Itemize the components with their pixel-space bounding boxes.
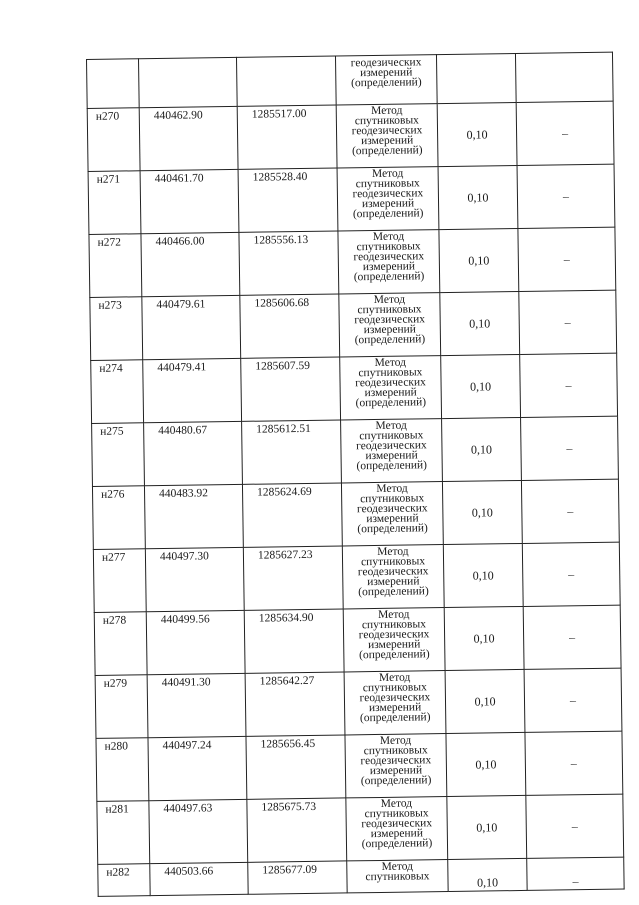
- method-cell: [335, 55, 437, 105]
- dash-cell: –: [516, 101, 614, 165]
- method-cell: [341, 482, 443, 546]
- y-coordinate-cell: 1285624.69: [242, 483, 342, 547]
- method-line: спутниковых: [363, 744, 428, 758]
- method-cell: [340, 356, 442, 420]
- table-row: [88, 164, 615, 234]
- method-line: Метод: [370, 104, 403, 118]
- point-cell: [87, 59, 140, 109]
- method-line: Метод: [378, 671, 411, 684]
- method-cell: [344, 671, 446, 735]
- dash-cell: –: [523, 605, 621, 669]
- accuracy-cell: 0,10: [445, 669, 525, 733]
- method-line: спутниковых: [362, 681, 427, 695]
- point-number-cell: н277: [93, 549, 146, 613]
- y-coordinate-cell: 1285634.90: [244, 609, 344, 673]
- method-line: измерений: [360, 66, 413, 80]
- method-line: Метод: [377, 545, 409, 558]
- point-number-cell: н279: [95, 675, 148, 739]
- method-line: Метод: [380, 797, 413, 810]
- method-cell: [346, 797, 448, 861]
- method-line: измерений: [364, 386, 417, 400]
- coordinates-table-wrapper: [86, 52, 624, 897]
- method-line: Метод: [371, 167, 404, 181]
- method-line: измерений: [368, 701, 422, 715]
- method-line: измерений: [370, 827, 424, 841]
- method-line: измерений: [369, 764, 423, 778]
- dash-cell: –: [519, 290, 617, 354]
- x-coordinate-cell: 440462.90: [139, 106, 238, 170]
- accuracy-cell: 0,10: [448, 858, 527, 891]
- point-number-cell: н280: [96, 738, 149, 802]
- x-coordinate-cell: 440461.70: [140, 169, 239, 233]
- method-line: (определений): [355, 396, 427, 410]
- table-row: [92, 479, 619, 549]
- dash-cell: –: [527, 857, 624, 890]
- point-number-cell: н273: [90, 297, 143, 361]
- method-line: спутниковых: [364, 807, 429, 821]
- y-coordinate-cell: 1285627.23: [243, 546, 343, 610]
- x-coordinate-cell: 440483.92: [144, 484, 243, 548]
- method-line: геодезических: [358, 628, 430, 642]
- accuracy-cell: 0,10: [443, 543, 523, 607]
- table-row: [98, 857, 624, 896]
- dash-cell: –: [521, 479, 619, 543]
- point-number-cell: н282: [98, 864, 150, 897]
- point-number-cell: н275: [92, 423, 145, 487]
- method-line: Метод: [372, 230, 405, 244]
- accuracy-cell: 0,10: [444, 606, 524, 670]
- method-line: измерений: [361, 197, 415, 211]
- dash-cell: –: [524, 668, 622, 732]
- method-line: геодезических: [353, 250, 425, 264]
- method-line: измерений: [367, 575, 420, 589]
- method-line: Метод: [381, 860, 414, 873]
- method-cell: [345, 734, 447, 798]
- table-row: [92, 416, 619, 486]
- x-coordinate-cell: 440497.63: [149, 799, 248, 863]
- method-line: Метод: [379, 734, 412, 747]
- method-line: измерений: [366, 512, 419, 526]
- x-coordinate-cell: 440499.56: [146, 610, 245, 674]
- y-coordinate-cell: 1285642.27: [245, 672, 345, 736]
- method-line: измерений: [360, 134, 414, 148]
- dash-cell: –: [522, 542, 620, 606]
- table-row: [93, 542, 620, 612]
- accuracy-cell: 0,10: [441, 354, 521, 418]
- point-number-cell: н274: [91, 360, 144, 424]
- table-row: [94, 605, 621, 675]
- y-coordinate-cell: [236, 56, 336, 106]
- table-row: [97, 794, 624, 864]
- method-line: спутниковых: [360, 492, 425, 506]
- method-line: (определений): [361, 837, 433, 851]
- method-line: спутниковых: [360, 555, 426, 569]
- method-line: измерений: [365, 449, 418, 463]
- y-coordinate-cell: 1285656.45: [246, 735, 346, 799]
- method-cell: [347, 860, 448, 893]
- table-row: [87, 101, 614, 171]
- table-row: [89, 227, 616, 297]
- method-line: Метод: [378, 608, 410, 621]
- x-coordinate-cell: 440479.41: [143, 358, 242, 422]
- dash-cell: –: [517, 164, 615, 228]
- method-cell: [338, 230, 440, 294]
- method-line: спутниковых: [356, 240, 421, 254]
- method-line: спутниковых: [361, 618, 427, 632]
- accuracy-cell: 0,10: [437, 102, 517, 166]
- point-number-cell: н278: [94, 612, 147, 676]
- method-line: (определений): [351, 76, 422, 90]
- dash-cell: –: [526, 794, 624, 858]
- method-line: измерений: [363, 323, 417, 337]
- accuracy-cell: 0,10: [438, 165, 518, 229]
- method-line: геодезических: [359, 691, 431, 705]
- accuracy-cell: [436, 54, 516, 104]
- accuracy-cell: 0,10: [442, 480, 522, 544]
- x-coordinate-cell: [139, 57, 238, 107]
- point-number-cell: н272: [89, 234, 142, 298]
- point-number-cell: н271: [88, 171, 141, 235]
- x-coordinate-cell: 440466.00: [141, 232, 240, 296]
- x-coordinate-cell: 440491.30: [147, 673, 246, 737]
- method-line: спутниковых: [359, 429, 424, 443]
- accuracy-cell: 0,10: [439, 228, 519, 292]
- method-line: спутниковых: [354, 114, 419, 128]
- y-coordinate-cell: 1285528.40: [238, 168, 338, 232]
- y-coordinate-cell: 1285677.09: [248, 861, 347, 894]
- method-line: (определений): [358, 585, 429, 599]
- method-line: геодезических: [356, 502, 428, 516]
- table-row: [91, 353, 618, 423]
- method-line: Метод: [375, 419, 407, 432]
- y-coordinate-cell: 1285675.73: [247, 798, 347, 862]
- y-coordinate-cell: 1285607.59: [241, 357, 341, 421]
- table-row: [95, 668, 622, 738]
- table-row: [96, 731, 623, 801]
- method-line: геодезических: [357, 565, 429, 579]
- method-line: (определений): [357, 522, 428, 536]
- coordinates-table: [86, 52, 625, 897]
- method-line: (определений): [351, 144, 423, 158]
- method-line: геодезических: [360, 754, 432, 768]
- method-line: измерений: [362, 260, 416, 274]
- method-line: (определений): [359, 711, 431, 725]
- accuracy-cell: 0,10: [447, 795, 527, 859]
- x-coordinate-cell: 440503.66: [150, 862, 248, 895]
- method-line: спутниковых: [365, 870, 430, 884]
- method-line: измерений: [368, 638, 421, 652]
- dash-cell: –: [525, 731, 623, 795]
- accuracy-cell: 0,10: [440, 291, 520, 355]
- method-line: геодезических: [354, 313, 426, 327]
- point-number-cell: н281: [97, 801, 150, 865]
- dash-cell: –: [518, 227, 616, 291]
- method-line: геодезических: [361, 817, 433, 831]
- method-cell: [342, 545, 444, 609]
- method-line: Метод: [376, 482, 408, 495]
- y-coordinate-cell: 1285556.13: [239, 231, 339, 295]
- method-line: Метод: [373, 293, 406, 307]
- method-cell: [337, 167, 439, 231]
- point-number-cell: н276: [92, 486, 145, 550]
- method-line: спутниковых: [358, 366, 423, 380]
- method-cell: [339, 293, 441, 357]
- method-line: (определений): [356, 459, 428, 473]
- method-line: геодезических: [351, 124, 423, 138]
- x-coordinate-cell: 440497.24: [148, 736, 247, 800]
- x-coordinate-cell: 440497.30: [145, 547, 244, 611]
- x-coordinate-cell: 440480.67: [144, 421, 243, 485]
- method-line: спутниковых: [355, 177, 420, 191]
- method-line: (определений): [359, 648, 430, 662]
- table-row-continued: [87, 52, 614, 108]
- method-line: (определений): [354, 333, 426, 347]
- dash-cell: –: [521, 416, 619, 480]
- method-line: геодезических: [352, 187, 424, 201]
- y-coordinate-cell: 1285606.68: [240, 294, 340, 358]
- x-coordinate-cell: 440479.61: [142, 295, 241, 359]
- accuracy-cell: 0,10: [442, 417, 522, 481]
- accuracy-cell: 0,10: [446, 732, 526, 796]
- method-line: (определений): [352, 207, 424, 221]
- method-line: (определений): [360, 774, 432, 788]
- method-line: спутниковых: [357, 303, 422, 317]
- method-cell: [336, 104, 438, 168]
- method-cell: [343, 608, 445, 672]
- table-row: [90, 290, 617, 360]
- dash-cell: [515, 52, 613, 102]
- method-line: геодезических: [356, 439, 427, 453]
- y-coordinate-cell: 1285612.51: [242, 420, 342, 484]
- y-coordinate-cell: 1285517.00: [237, 105, 337, 169]
- method-line: (определений): [353, 270, 425, 284]
- method-line: геодезических: [350, 56, 422, 70]
- dash-cell: –: [520, 353, 618, 417]
- method-cell: [341, 419, 443, 483]
- method-line: геодезических: [355, 376, 426, 390]
- method-line: Метод: [374, 356, 407, 369]
- point-number-cell: н270: [87, 108, 140, 172]
